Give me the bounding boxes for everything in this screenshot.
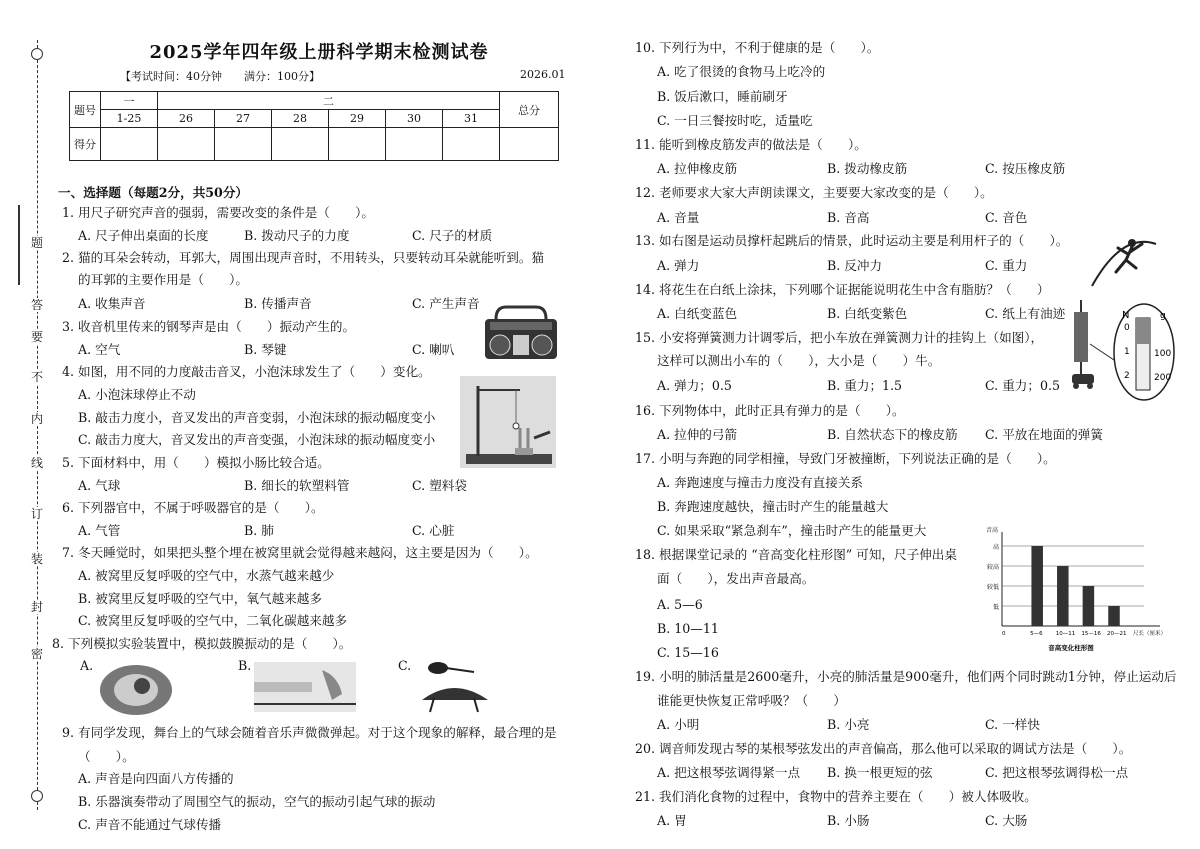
option-b: B. 白纸变紫色 [827,306,908,321]
option-c: C. 15—16 [657,645,719,660]
page-title: 2025学年四年级上册科学期末检测试卷 [149,42,489,63]
question-9: 9. 有同学发现，舞台上的气球会随着音乐声微微弹起。对于这个现象的解释，最合理的是 [62,725,557,740]
option-b: B. 音高 [827,210,870,225]
option-a: A. 胃 [657,813,687,828]
question-18: 18. 根据课堂记录的 “音高变化柱形图” 可知，尺子伸出桌 [635,547,957,562]
option-b: B. 拨动橡皮筋 [827,161,908,176]
spring-scale-image [1066,300,1178,408]
pole-vault-image [1086,234,1166,288]
binding-char: 密 [30,647,43,661]
score-cell[interactable] [329,128,386,161]
option-c: C. 喇叭 [412,342,455,357]
chart-y-tick-label: 较高 [986,564,999,571]
chart-y-tick-label: 较低 [986,584,999,591]
option-a: A. 拉伸的弓箭 [657,427,738,442]
meter-tick: 200 [1154,373,1172,383]
chart-labels [986,526,1166,652]
option-b: B. 敲击力度小，音叉发出的声音变弱，小泡沫球的振动幅度变小 [78,410,436,425]
option-c: C. 如果采取“紧急刹车”，撞击时产生的能量更大 [657,523,927,538]
binding-hole-bottom [31,790,43,802]
binding-char: 不 [30,370,43,384]
option-c: C. 重力；0.5 [985,378,1061,393]
score-label: 得分 [70,128,101,161]
chart-x-label: 尺长（厘米） [1132,631,1166,637]
tuning-fork-apparatus-image [460,376,556,468]
question-10: 10. 下列行为中，不利于健康的是（ ）。 [635,40,880,55]
option-b: B. 肺 [244,523,274,538]
question-17: 17. 小明与奔跑的同学相撞，导致门牙被撞断，下列说法正确的是（ ）。 [635,451,1056,466]
option-b: B. 小肠 [827,813,870,828]
question-5: 5. 下面材料中，用（ ）模拟小肠比较合适。 [62,455,330,470]
eardrum-model-a-image [96,660,176,716]
option-c: C. 敲击力度大，音叉发出的声音变强，小泡沫球的振动幅度变小 [78,432,436,447]
option-c: C. 心脏 [412,523,455,538]
meter-tick: 0 [1124,323,1130,333]
binding-char: 要 [30,330,43,344]
option-a: A. 小明 [657,717,700,732]
option-a: A. 把这根琴弦调得紧一点 [657,765,801,780]
chart-bar [1057,566,1069,626]
option-c: C. 把这根琴弦调得松一点 [985,765,1129,780]
score-cell[interactable] [215,128,272,161]
binding-char: 内 [30,412,43,426]
question-13: 13. 如右图是运动员撑杆起跳后的情景，此时运动主要是利用杆子的（ ）。 [635,233,1069,248]
option-a: A. 尺子伸出桌面的长度 [78,228,209,243]
col-29: 29 [329,110,386,128]
chart-x-tick-label: 10—11 [1055,631,1076,637]
option-a: A. 声音是向四面八方传播的 [78,771,234,786]
question-4: 4. 如图，用不同的力度敲击音叉，小泡沫球发生了（ ）变化。 [62,364,431,379]
question-14: 14. 将花生在白纸上涂抹，下列哪个证据能说明花生中含有脂肪？（ ） [635,282,1050,297]
meter-tick: 100 [1154,349,1172,359]
part2-header: 二 [158,92,500,110]
binding-hole-top [31,48,43,60]
meter-tick: 1 [1124,347,1130,357]
option-a: A. 5—6 [657,597,703,612]
option-a: A. 被窝里反复呼吸的空气中，水蒸气越来越少 [78,568,335,583]
score-cell[interactable] [386,128,443,161]
option-c: C. 一日三餐按时吃，适量吃 [657,113,813,128]
score-cell[interactable] [158,128,215,161]
question-7: 7. 冬天睡觉时，如果把头整个埋在被窝里就会觉得越来越闷，这主要是因为（ ）。 [62,545,538,560]
option-b: B. 反冲力 [827,258,883,273]
question-8: 8. 下列模拟实验装置中，模拟鼓膜振动的是（ ）。 [52,636,352,651]
col-28: 28 [272,110,329,128]
option-a: A. 吃了很烫的食物马上吃冷的 [657,64,826,79]
chart-y-tick-label: 高 [992,544,999,551]
option-c: C. 声音不能通过气球传播 [78,817,222,832]
exam-info: 【考试时间：40分钟 满分：100分】 [120,70,320,83]
question-2: 2. 猫的耳朵会转动，耳郭大，周围出现声音时，不用转头，只要转动耳朵就能听到。猫 [62,250,544,265]
option-a: A. 白纸变蓝色 [657,306,738,321]
option-c: C. 塑料袋 [412,478,467,493]
question-20: 20. 调音师发现古琴的某根琴弦发出的声音偏高，那么他可以采取的调试方法是（ ）。 [635,741,1132,756]
score-cell[interactable] [101,128,158,161]
section-heading: 一、选择题（每题2分，共50分） [58,185,249,200]
col-27: 27 [215,110,272,128]
total-header: 总分 [500,92,559,128]
option-b: B. 琴键 [244,342,287,357]
row-header: 题号 [70,92,101,128]
option-c: C. 重力 [985,258,1028,273]
question-18-cont: 面（ ），发出声音最高。 [657,571,815,586]
question-16: 16. 下列物体中，此时正具有弹力的是（ ）。 [635,403,905,418]
chart-x-tick-label: 15—16 [1081,631,1101,637]
option-b: B. 奔跑速度越快，撞击时产生的能量越大 [657,499,889,514]
option-a: A. 收集声音 [78,296,146,311]
option-b: B. 自然状态下的橡皮筋 [827,427,958,442]
col-1-25: 1-25 [101,110,158,128]
option-a: A. 气管 [78,523,121,538]
option-c: C. 音色 [985,210,1028,225]
question-21: 21. 我们消化食物的过程中，食物中的营养主要在（ ）被人体吸收。 [635,789,1037,804]
score-table [69,91,559,161]
meter-unit2: g [1160,311,1166,321]
option-a: A. 空气 [78,342,121,357]
binding-char: 订 [30,507,43,521]
question-15: 15. 小安将弹簧测力计调零后，把小车放在弹簧测力计的挂钩上（如图）， [635,330,1044,345]
chart-bar [1108,606,1120,626]
option-c: C. 被窝里反复呼吸的空气中，二氧化碳越来越多 [78,613,348,628]
option-c: C. 一样快 [985,717,1040,732]
question-19-cont: 谁能更快恢复正常呼吸？（ ） [657,693,846,708]
meter-unit: N [1122,310,1130,321]
score-cell[interactable] [500,128,559,161]
binding-char: 封 [30,600,43,614]
option-b: B. 小亮 [827,717,870,732]
chart-bar [1083,586,1095,626]
option-b: B. 被窝里反复呼吸的空气中，氧气越来越多 [78,591,322,606]
option-c: C. 按压橡皮筋 [985,161,1066,176]
meter-tick: 2 [1124,371,1130,381]
question-2-cont: 的耳郭的主要作用是（ ）。 [78,272,249,287]
col-31: 31 [443,110,500,128]
chart-y-label: 音高 [985,527,998,534]
chart-x-tick-label: 20—21 [1106,631,1127,637]
binding-margin [0,0,52,849]
option-c: C. 平放在地面的弹簧 [985,427,1103,442]
option-c: C. 大肠 [985,813,1028,828]
option-b: B. 换一根更短的弦 [827,765,933,780]
option-a: A. 音量 [657,210,700,225]
option-b: B. 传播声音 [244,296,312,311]
chart-y-tick-label: 低 [992,604,999,611]
option-a: A. 小泡沫球停止不动 [78,387,196,402]
option-b: B. 重力；1.5 [827,378,903,393]
question-19: 19. 小明的肺活量是2600毫升，小亮的肺活量是900毫升，他们两个同时跳动1分钟，停止运动后 [635,669,1177,684]
chart-grid [1002,532,1160,626]
option-b: B. 饭后漱口，睡前刷牙 [657,89,788,104]
question-9-cont: （ ）。 [78,749,135,764]
binding-char: 题 [30,236,43,250]
option-a: A. 奔跑速度与撞击力度没有直接关系 [657,475,864,490]
score-cell[interactable] [443,128,500,161]
option-a: A. 弹力 [657,258,700,273]
option-c: C. 纸上有油迹 [985,306,1066,321]
radio-image [482,305,562,361]
question-3: 3. 收音机里传来的钢琴声是由（ ）振动产生的。 [62,319,356,334]
binding-char: 装 [30,552,43,566]
option-b: B. 乐器演奏带动了周围空气的振动，空气的振动引起气球的振动 [78,794,436,809]
chart-bar [1031,546,1043,626]
option-a: A. [80,658,94,673]
option-b: B. 10—11 [657,621,719,636]
chart-title: 音高变化柱形图 [1048,644,1094,652]
option-b: B. 细长的软塑料管 [244,478,350,493]
option-a: A. 弹力；0.5 [657,378,732,393]
binding-char: 线 [30,456,43,470]
question-6: 6. 下列器官中，不属于呼吸器官的是（ ）。 [62,500,324,515]
option-c: C. [398,658,412,673]
binding-char: 答 [30,298,43,312]
pitch-bar-chart [980,520,1170,652]
question-15-cont: 这样可以测出小车的（ ），大小是（ ）牛。 [657,353,941,368]
eardrum-model-b-image [254,662,356,712]
binding-bar [18,205,20,285]
col-30: 30 [386,110,443,128]
score-cell[interactable] [272,128,329,161]
question-11: 11. 能听到橡皮筋发声的做法是（ ）。 [635,137,867,152]
option-b: B. 拨动尺子的力度 [244,228,350,243]
option-b: B. [238,658,252,673]
question-1: 1. 用尺子研究声音的强弱，需要改变的条件是（ ）。 [62,205,374,220]
option-a: A. 气球 [78,478,121,493]
part1-header: 一 [101,92,158,110]
col-26: 26 [158,110,215,128]
chart-x-tick-label: 0 [1002,631,1006,637]
exam-date: 2026.01 [520,68,566,81]
eardrum-model-c-image [414,656,494,714]
question-12: 12. 老师要求大家大声朗读课文，主要要大家改变的是（ ）。 [635,185,993,200]
option-c: C. 尺子的材质 [412,228,493,243]
chart-x-tick-label: 5—6 [1030,631,1043,637]
option-c: C. 产生声音 [412,296,480,311]
option-a: A. 拉伸橡皮筋 [657,161,738,176]
